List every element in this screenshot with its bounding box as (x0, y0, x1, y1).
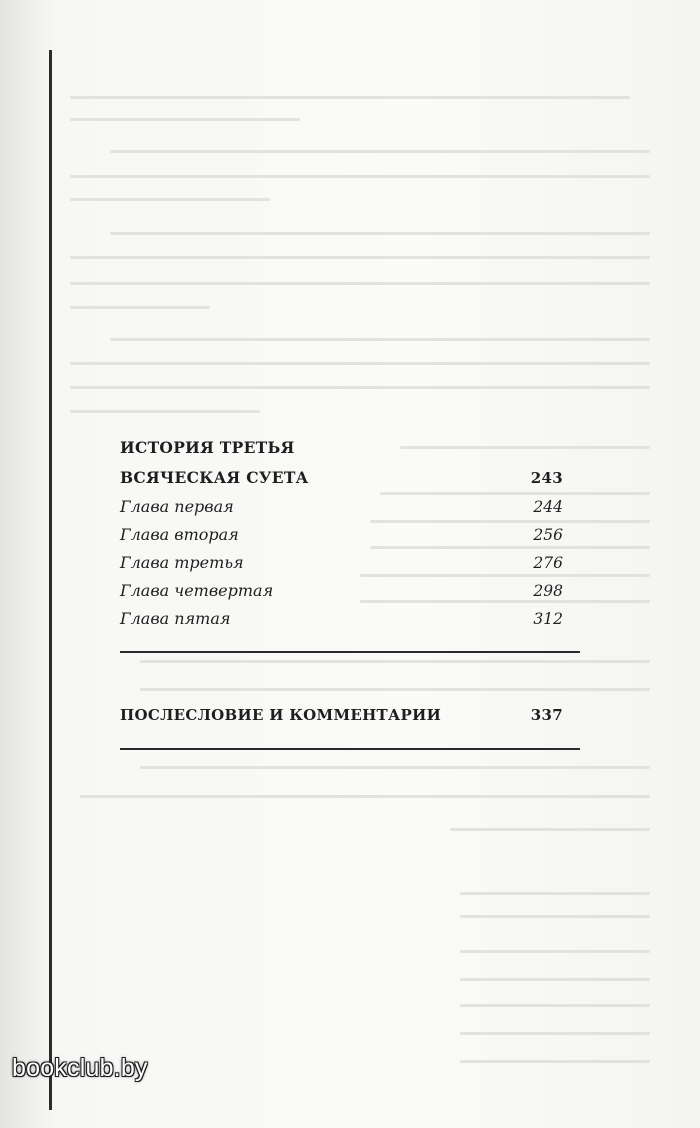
bleed-through-line (110, 150, 650, 153)
bleed-through-line (460, 892, 650, 895)
bleed-through-line (70, 175, 650, 178)
chapter-label: Глава третья (120, 553, 244, 572)
chapter-label: Глава четвертая (120, 581, 274, 600)
bleed-through-line (460, 1004, 650, 1007)
bleed-through-line (70, 282, 650, 285)
bleed-through-line (70, 118, 300, 121)
bleed-through-line (460, 978, 650, 981)
chapter-page-number: 244 (533, 498, 563, 516)
bleed-through-line (110, 232, 650, 235)
story-title-line-1 (120, 433, 580, 463)
bleed-through-line (460, 915, 650, 918)
toc-entry-chapter-1 (120, 493, 580, 521)
bleed-through-line (70, 198, 270, 201)
chapter-page-number: 312 (533, 610, 563, 628)
chapter-label: Глава пятая (120, 609, 231, 628)
toc-entry-afterword (120, 700, 580, 730)
bleed-through-line (70, 96, 630, 99)
bleed-through-line (460, 1060, 650, 1063)
chapter-page-number: 298 (533, 582, 563, 600)
bleed-through-line (140, 766, 650, 769)
bleed-through-line (80, 795, 650, 798)
bleed-through-line (70, 410, 260, 413)
toc-entry-chapter-3 (120, 549, 580, 577)
afterword-label: ПОСЛЕСЛОВИЕ И КОММЕНТАРИИ (120, 706, 442, 724)
chapter-label: Глава первая (120, 497, 234, 516)
bleed-through-line (140, 660, 650, 663)
bleed-through-line (460, 1032, 650, 1035)
toc-entry-chapter-5 (120, 605, 580, 633)
site-watermark: bookclub.by (12, 1054, 148, 1082)
bleed-through-line (70, 362, 650, 365)
chapter-page-number: 256 (533, 526, 563, 544)
table-of-contents (120, 433, 580, 633)
chapter-page-number: 276 (533, 554, 563, 572)
bleed-through-line (70, 256, 650, 259)
bleed-through-line (70, 306, 210, 309)
story-title-text-1: ИСТОРИЯ ТРЕТЬЯ (120, 438, 295, 457)
bleed-through-line (460, 950, 650, 953)
story-title-line-2 (120, 463, 580, 493)
section-divider-top (120, 651, 580, 653)
chapter-label: Глава вторая (120, 525, 239, 544)
afterword-page-number: 337 (530, 706, 563, 724)
story-page-number: 243 (530, 469, 563, 487)
toc-entry-chapter-4 (120, 577, 580, 605)
bleed-through-line (450, 828, 650, 831)
bleed-through-line (140, 688, 650, 691)
toc-entry-chapter-2 (120, 521, 580, 549)
section-divider-bottom (120, 748, 580, 750)
bleed-through-line (110, 338, 650, 341)
bleed-through-line (70, 386, 650, 389)
story-title-text-2: ВСЯЧЕСКАЯ СУЕТА (120, 468, 309, 487)
page-margin-line (49, 50, 52, 1110)
